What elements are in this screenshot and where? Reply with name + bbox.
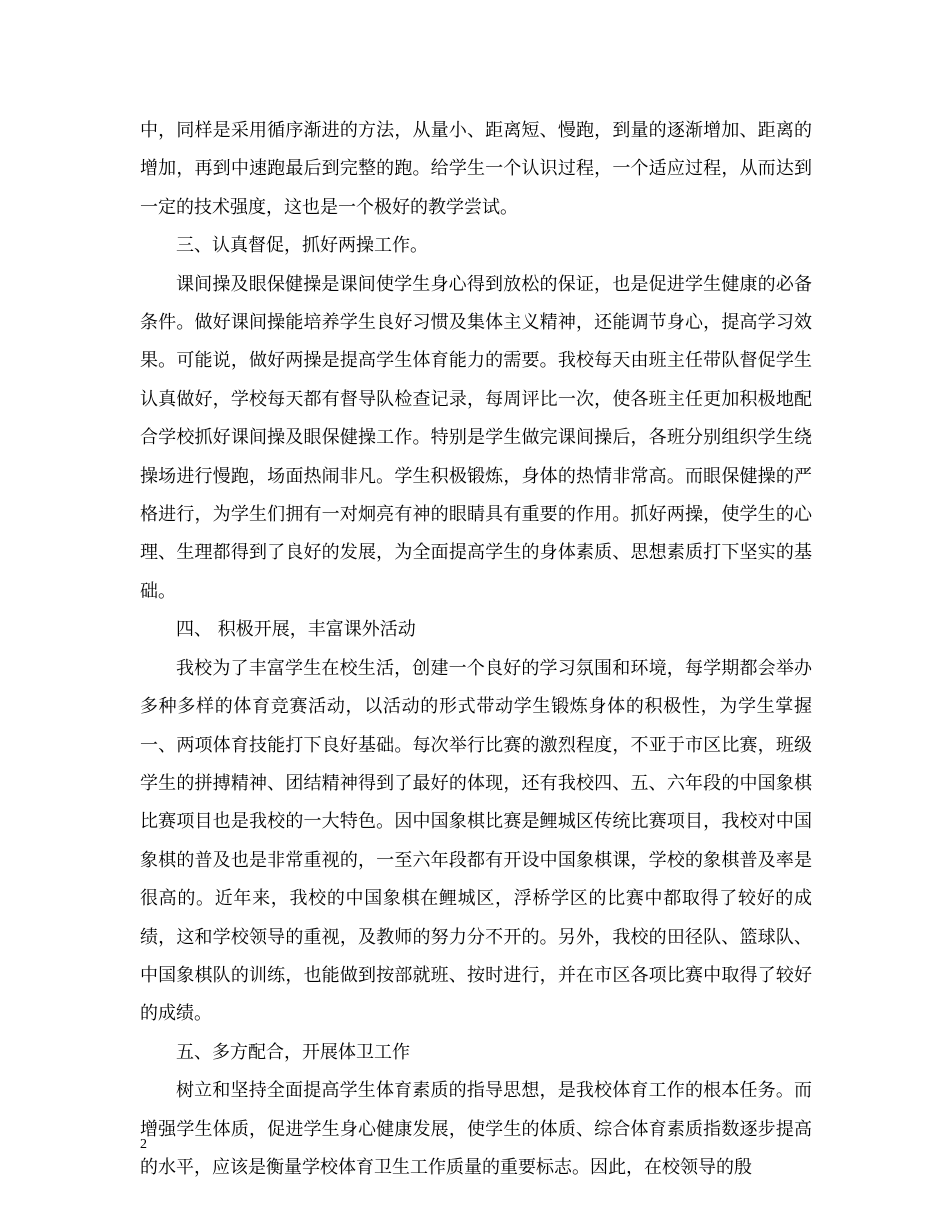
- paragraph-activities: 我校为了丰富学生在校生活，创建一个良好的学习氛围和环境，每学期都会举办多种多样的体育竞赛活动，以活动的形式带动学生锻炼身体的积极性，为学生掌握一、两项体育技能打下良好基础。每次举行比赛的激烈程度，不亚于市区比赛，班级学生的拼搏精神、团结精神得到了最好的体现，还有我校四、五、六年段的中国象棋比赛项目也是我校的一大特色。因中国象棋比赛是鲤城区传统比赛项目，我校对中国象棋的普及也是非常重视的，一至六年段都有开设中国象棋课，学校的象棋普及率是很高的。近年来，我校的中国象棋在鲤城区，浮桥学区的比赛中都取得了较好的成绩，这和学校领导的重视，及教师的努力分不开的。另外，我校的田径队、篮球队、中国象棋队的训练，也能做到按部就班、按时进行，并在市区各项比赛中取得了较好的成绩。: [140, 657, 812, 1025]
- paragraph-exercises: 课间操及眼保健操是课间使学生身心得到放松的保证，也是促进学生健康的必备条件。做好课间操能培养学生良好习惯及集体主义精神，还能调节身心，提高学习效果。可能说，做好两操是提高学生体育能力的需要。我校每天由班主任带队督促学生认真做好，学校每天都有督导队检查记录，每周评比一次，使各班主任更加积极地配合学校抓好课间操及眼保健操工作。特别是学生做完课间操后，各班分别组织学生绕操场进行慢跑，场面热闹非凡。学生积极锻炼，身体的热情非常高。而眼保健操的严格进行，为学生们拥有一对炯亮有神的眼睛具有重要的作用。抓好两操，使学生的心理、生理都得到了良好的发展，为全面提高学生的身体素质、思想素质打下坚实的基础。: [140, 273, 812, 602]
- page-number: 2: [140, 1137, 147, 1152]
- paragraph-health-work: 树立和坚持全面提高学生体育素质的指导思想，是我校体育工作的根本任务。而增强学生体质，促进学生身心健康发展，使学生的体质、综合体育素质指数逐步提高的水平，应该是衡量学校体育卫生工作质量的重要标志。因此，在校领导的殷: [140, 1080, 812, 1178]
- section-heading-4: 四、 积极开展，丰富课外活动: [176, 619, 416, 641]
- document-body: [140, 112, 812, 1187]
- paragraph-continuation: 中，同样是采用循序渐进的方法，从量小、距离短、慢跑，到量的逐渐增加、距离的增加，再到中速跑最后到完整的跑。给学生一个认识过程，一个适应过程，从而达到一定的技术强度，这也是一个极好的教学尝试。: [140, 120, 812, 218]
- section-heading-3: 三、认真督促，抓好两操工作。: [176, 235, 428, 257]
- section-heading-5: 五、多方配合，开展体卫工作: [176, 1041, 410, 1063]
